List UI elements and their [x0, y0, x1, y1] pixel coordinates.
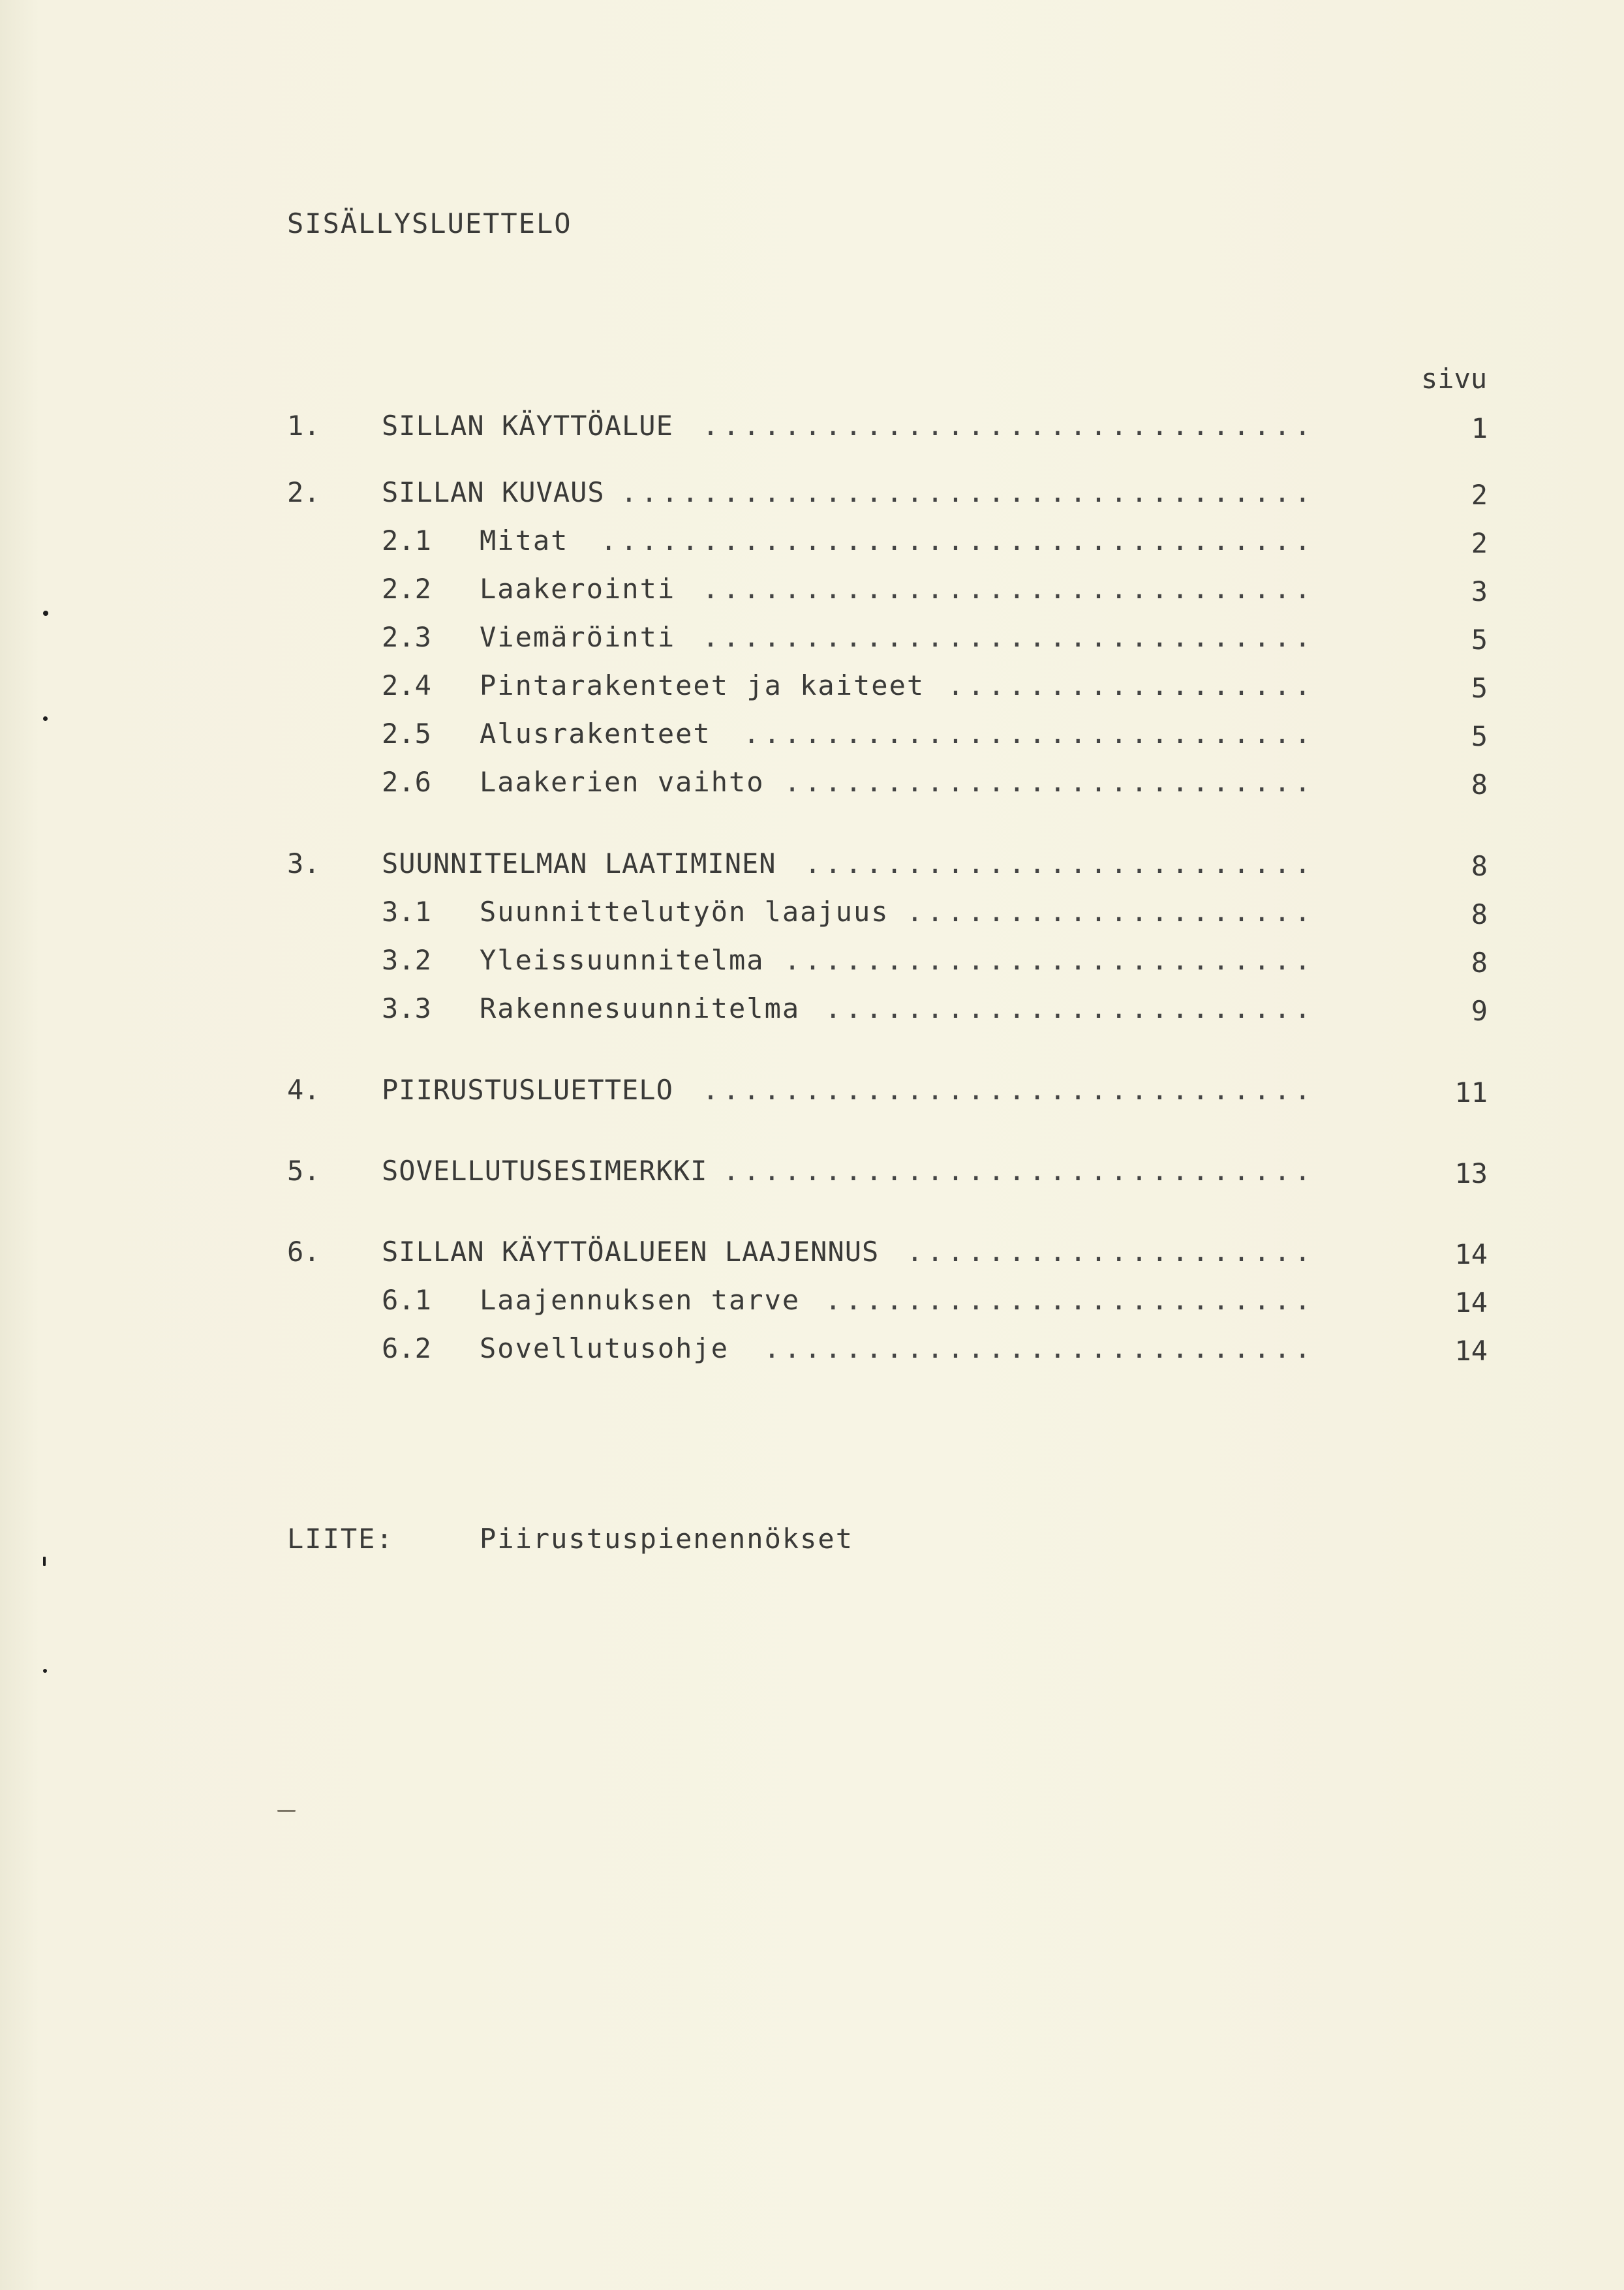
- toc-entry-page: 11: [1454, 1076, 1488, 1108]
- scan-speck: [43, 611, 48, 616]
- toc-leader-dots: ..............................: [702, 410, 1315, 442]
- toc-leader-dots: .............................: [722, 1155, 1315, 1187]
- toc-entry-page: 5: [1471, 624, 1488, 656]
- toc-entry-page: 8: [1471, 898, 1488, 930]
- toc-entry-number: 5.: [287, 1155, 320, 1187]
- toc-subentry: [287, 716, 1494, 752]
- toc-leader-dots: ........................: [825, 1284, 1315, 1316]
- toc-entry-label: Pintarakenteet ja kaiteet: [480, 669, 925, 701]
- toc-entry-label: PIIRUSTUSLUETTELO: [382, 1074, 673, 1106]
- toc-entry-label: SILLAN KÄYTTÖALUEEN LAAJENNUS: [382, 1236, 880, 1268]
- toc-entry: [287, 1153, 1494, 1189]
- toc-entry-label: Alusrakenteet: [480, 718, 711, 750]
- toc-entry-label: SILLAN KÄYTTÖALUE: [382, 410, 673, 442]
- toc-leader-dots: .........................: [804, 847, 1315, 879]
- toc-subentry: [287, 571, 1494, 607]
- toc-entry-number: 3.3: [382, 992, 431, 1024]
- toc-subentry: [287, 1282, 1494, 1319]
- toc-entry: [287, 1234, 1494, 1270]
- toc-entry-number: 2.2: [382, 573, 431, 605]
- toc-entry-number: 2.3: [382, 621, 431, 653]
- scan-speck: [43, 1669, 47, 1673]
- toc-entry-number: 2.5: [382, 718, 431, 750]
- toc-entry-number: 3.: [287, 847, 320, 879]
- toc-leader-dots: ........................: [825, 992, 1315, 1024]
- appendix-label: LIITE:: [287, 1523, 394, 1555]
- toc-entry-label: SOVELLUTUSESIMERKKI: [382, 1155, 708, 1187]
- toc-leader-dots: ............................: [743, 718, 1315, 750]
- toc-leader-dots: ....................: [906, 1236, 1315, 1268]
- toc-subentry: [287, 667, 1494, 704]
- toc-entry-label: Suunnittelutyön laajuus: [480, 896, 889, 928]
- toc-entry: [287, 1072, 1494, 1108]
- scan-speck: [277, 1810, 296, 1812]
- toc-entry-page: 2: [1471, 527, 1488, 559]
- appendix-line: [287, 1523, 854, 1555]
- toc-entry-number: 6.2: [382, 1332, 431, 1364]
- toc-entry-label: Sovellutusohje: [480, 1332, 729, 1364]
- page-title: SISÄLLYSLUETTELO: [287, 207, 572, 239]
- toc-entry-number: 3.1: [382, 896, 431, 928]
- toc-entry-number: 2.: [287, 476, 320, 508]
- toc-entry-label: Mitat: [480, 525, 569, 557]
- toc-entry-label: SUUNNITELMAN LAATIMINEN: [382, 847, 776, 879]
- toc-entry-label: Rakennesuunnitelma: [480, 992, 801, 1024]
- page-column-header: sivu: [1421, 363, 1488, 395]
- toc-entry-label: Laakerointi: [480, 573, 676, 605]
- toc-entry-page: 8: [1471, 850, 1488, 882]
- toc-entry-page: 5: [1471, 720, 1488, 752]
- toc-entry-number: 6.: [287, 1236, 320, 1268]
- toc-leader-dots: ....................: [906, 896, 1315, 928]
- toc-entry-number: 4.: [287, 1074, 320, 1106]
- toc-entry-page: 3: [1471, 575, 1488, 607]
- toc-subentry: [287, 894, 1494, 930]
- toc-entry-label: Viemäröinti: [480, 621, 676, 653]
- toc-leader-dots: ..............................: [702, 621, 1315, 653]
- toc-subentry: [287, 1330, 1494, 1367]
- toc-leader-dots: ..............................: [702, 573, 1315, 605]
- toc-entry-label: SILLAN KUVAUS: [382, 476, 605, 508]
- toc-entry-page: 13: [1454, 1157, 1488, 1189]
- toc-entry: [287, 846, 1494, 882]
- toc-entry: [287, 474, 1494, 511]
- toc-entry-page: 14: [1454, 1238, 1488, 1270]
- toc-entry-number: 2.4: [382, 669, 431, 701]
- toc-entry-page: 14: [1454, 1335, 1488, 1367]
- toc-entry-page: 1: [1471, 412, 1488, 444]
- toc-leader-dots: ...................................: [600, 525, 1315, 557]
- toc-entry-label: Laajennuksen tarve: [480, 1284, 801, 1316]
- toc-leader-dots: ..................................: [620, 476, 1315, 508]
- toc-entry-page: 8: [1471, 769, 1488, 801]
- toc-leader-dots: ..................: [947, 669, 1315, 701]
- toc-leader-dots: ..........................: [784, 766, 1315, 798]
- scan-speck: [43, 716, 48, 721]
- toc-subentry: [287, 619, 1494, 656]
- toc-entry-number: 2.1: [382, 525, 431, 557]
- toc-entry-label: Yleissuunnitelma: [480, 944, 765, 976]
- toc-entry-number: 1.: [287, 410, 320, 442]
- toc-entry-label: Laakerien vaihto: [480, 766, 765, 798]
- appendix-text: Piirustuspienennökset: [480, 1523, 854, 1555]
- toc-leader-dots: ...........................: [763, 1332, 1315, 1364]
- toc-entry-page: 9: [1471, 995, 1488, 1027]
- toc-entry-page: 8: [1471, 947, 1488, 979]
- toc-subentry: [287, 523, 1494, 559]
- toc-entry-page: 5: [1471, 672, 1488, 704]
- scan-speck: [43, 1557, 46, 1566]
- toc-entry: [287, 408, 1494, 444]
- toc-leader-dots: ..............................: [702, 1074, 1315, 1106]
- toc-subentry: [287, 942, 1494, 979]
- toc-subentry: [287, 764, 1494, 801]
- toc-entry-number: 3.2: [382, 944, 431, 976]
- toc-entry-number: 6.1: [382, 1284, 431, 1316]
- toc-entry-page: 14: [1454, 1287, 1488, 1319]
- toc-entry-number: 2.6: [382, 766, 431, 798]
- toc-subentry: [287, 990, 1494, 1027]
- toc-leader-dots: ..........................: [784, 944, 1315, 976]
- toc-entry-page: 2: [1471, 479, 1488, 511]
